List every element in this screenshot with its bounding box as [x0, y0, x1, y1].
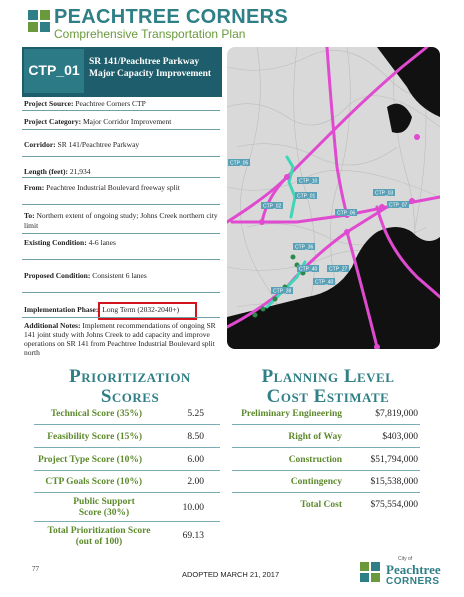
- city-logo-icon: [360, 562, 382, 586]
- divider: [232, 447, 420, 448]
- divider: [34, 492, 220, 493]
- map-label: CTP_10: [299, 178, 318, 185]
- map-label-ctp02: [261, 202, 283, 210]
- project-source-value: Peachtree Corners CTP: [75, 99, 146, 108]
- map-label: CTP_07: [389, 202, 408, 209]
- feasibility-score-label: Feasibility Score (15%): [47, 432, 142, 442]
- brand-title: PEACHTREE CORNERS: [54, 6, 289, 28]
- project-category-label: Project Category:: [24, 117, 82, 126]
- divider: [22, 292, 220, 293]
- divider: [232, 492, 420, 493]
- corridor-label: Corridor:: [24, 140, 56, 149]
- map-label-ctp01: [295, 192, 317, 200]
- additional-notes-row: [24, 321, 218, 357]
- to-label: To:: [24, 211, 35, 220]
- prioritization-heading-line1: Prioritization: [69, 366, 191, 387]
- ctp-goals-score-value: 2.00: [187, 477, 204, 487]
- divider: [22, 129, 220, 130]
- map-label-ctp40a: [297, 265, 319, 273]
- additional-notes-label: Additional Notes:: [24, 321, 81, 330]
- cost-estimate-heading-line1: Planning Level: [261, 366, 395, 387]
- construction-value: $51,794,000: [370, 455, 418, 465]
- map-label: CTP_36: [295, 244, 314, 251]
- project-map: [227, 47, 440, 349]
- from-label: From:: [24, 183, 45, 192]
- map-label-ctp40b: [313, 278, 335, 286]
- corridor-value: SR 141/Peachtree Parkway: [57, 140, 140, 149]
- to-value: Northern extent of ongoing study; Johns Creek northern city limit: [24, 211, 218, 230]
- divider: [232, 424, 420, 425]
- from-row: [24, 183, 218, 193]
- implementation-phase-value: Long Term (2032-2040+): [102, 305, 180, 314]
- map-label: CTP_05: [230, 160, 249, 167]
- project-source-label: Project Source:: [24, 99, 74, 108]
- adopted-date: ADOPTED MARCH 21, 2017: [182, 570, 280, 579]
- project-category-row: [24, 117, 218, 127]
- total-cost-value: $75,554,000: [370, 500, 418, 510]
- divider: [22, 177, 220, 178]
- technical-score-value: 5.25: [187, 409, 204, 419]
- brand-logo-icon: [28, 10, 50, 32]
- construction-label: Construction: [288, 455, 342, 465]
- technical-score-label: Technical Score (35%): [50, 409, 142, 419]
- contingency-label: Contingency: [290, 477, 342, 487]
- corridor-row: [24, 140, 218, 150]
- right-of-way-label: Right of Way: [288, 432, 342, 442]
- from-value: Peachtree Industrial Boulevard freeway split: [46, 183, 180, 192]
- existing-condition-label: Existing Condition:: [24, 238, 87, 247]
- proposed-condition-row: [24, 271, 218, 281]
- map-label-ctp06: [335, 209, 357, 217]
- divider: [34, 470, 220, 471]
- map-label-ctp03: [373, 189, 395, 197]
- cost-estimate-heading-line2: Cost Estimate: [266, 386, 390, 407]
- divider: [22, 233, 220, 234]
- total-cost-label: Total Cost: [300, 500, 342, 510]
- proposed-condition-label: Proposed Condition:: [24, 271, 91, 280]
- map-label-ctp05: [228, 159, 250, 167]
- existing-condition-value: 4-6 lanes: [88, 238, 116, 247]
- existing-condition-row: [24, 238, 218, 248]
- divider: [34, 447, 220, 448]
- map-label: CTP_01: [297, 193, 316, 200]
- right-of-way-value: $403,000: [382, 432, 418, 442]
- total-prioritization-score-value: 69.13: [182, 531, 204, 541]
- map-label: CTP_03: [375, 190, 394, 197]
- project-type-score-label: Project Type Score (10%): [37, 455, 142, 465]
- map-label-ctp07: [387, 201, 409, 209]
- project-id: CTP_01: [28, 62, 80, 78]
- map-label-ctp27: [327, 265, 349, 273]
- project-type-score-value: 6.00: [187, 455, 204, 465]
- map-label: CTP_27: [329, 266, 348, 273]
- ctp-goals-score-label: CTP Goals Score (10%): [45, 477, 142, 487]
- map-label: CTP_02: [263, 203, 282, 210]
- prioritization-heading-line2: Scores: [100, 386, 160, 407]
- brand-subtitle: Comprehensive Transportation Plan: [54, 27, 246, 41]
- divider: [22, 317, 220, 318]
- to-row: [24, 211, 218, 230]
- page-number: 77: [32, 565, 39, 573]
- total-prioritization-score-label: Total Prioritization Score (out of 100): [47, 526, 151, 547]
- project-category-value: Major Corridor Improvement: [83, 117, 172, 126]
- contingency-value: $15,538,000: [370, 477, 418, 487]
- map-label-ctp38: [271, 287, 293, 295]
- proposed-condition-value: Consistent 6 lanes: [92, 271, 147, 280]
- cost-estimate-heading: [230, 367, 426, 407]
- city-logo-line1: Peachtree: [386, 562, 441, 577]
- divider: [22, 110, 220, 111]
- implementation-phase-label: Implementation Phase:: [24, 305, 99, 314]
- length-label: Length (feet):: [24, 167, 68, 176]
- divider: [22, 156, 220, 157]
- city-logo-line2: CORNERS: [386, 576, 440, 587]
- map-label-ctp36: [293, 243, 315, 251]
- city-logo: [360, 556, 450, 590]
- preliminary-engineering-value: $7,819,000: [375, 409, 418, 419]
- map-label-ctp10: [297, 177, 319, 185]
- divider: [34, 521, 220, 522]
- city-logo-small: City of: [398, 556, 413, 562]
- map-label: CTP_38: [273, 288, 292, 295]
- map-label: CTP_06: [337, 210, 356, 217]
- divider: [22, 259, 220, 260]
- length-row: [24, 167, 218, 177]
- preliminary-engineering-label: Preliminary Engineering: [241, 409, 342, 419]
- prioritization-heading: [30, 367, 230, 407]
- project-source-row: [24, 99, 218, 109]
- divider: [22, 204, 220, 205]
- divider: [34, 424, 220, 425]
- divider: [232, 470, 420, 471]
- additional-notes-value: Implement recommendations of ongoing SR 141 joint study with Johns Creek to add capacity and improve operations on SR 141 from Peachtree Industrial Boulevard split north: [24, 321, 216, 357]
- map-label: CTP_40: [299, 266, 318, 273]
- map-label: CTP_40: [315, 279, 334, 286]
- length-value: 21,934: [69, 167, 91, 176]
- public-support-score-label: Public Support Score (30%): [73, 497, 135, 518]
- feasibility-score-value: 8.50: [187, 432, 204, 442]
- public-support-score-value: 10.00: [182, 503, 204, 513]
- project-name: SR 141/Peachtree Parkway Major Capacity Improvement: [89, 57, 212, 79]
